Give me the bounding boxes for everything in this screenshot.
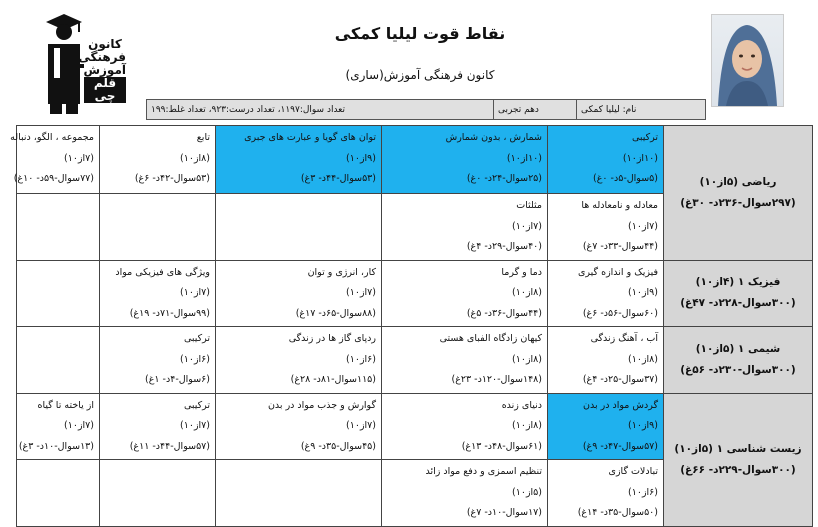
- topic-score: (۷از۱۰): [628, 220, 658, 232]
- topic-name: معادله و نامعادله ها: [581, 200, 658, 211]
- topic-score: (۵از۱۰): [512, 486, 542, 498]
- topic-counts: (۵۳سوال-۴۴د- ۳غ): [300, 173, 376, 184]
- topic-name: از یاخته تا گیاه: [37, 399, 94, 411]
- topic-name: شمارش ، بدون شمارش: [445, 132, 542, 143]
- topic-cell: [548, 194, 664, 261]
- topic-name: ردپای گاز ها در زندگی: [288, 333, 376, 344]
- topic-score: (۶از۱۰): [346, 353, 376, 365]
- logo-line: کانون: [88, 37, 122, 51]
- topic-counts: (۶۰سوال-۵۶د- ۶غ): [582, 307, 658, 319]
- topic-score: (۸از۱۰): [512, 287, 542, 298]
- topic-cell: [100, 126, 216, 194]
- student-grade: دهم تجربی: [493, 100, 576, 119]
- topic-score: (۹از۱۰): [346, 152, 376, 164]
- student-info-bar: [146, 99, 706, 120]
- logo-text: [78, 37, 126, 103]
- topic-name: تنظیم اسمزی و دفع مواد زائد: [425, 466, 542, 477]
- topic-counts: (۶سوال-۴د- ۱غ): [145, 374, 210, 385]
- subject-name: زیست شناسی ۱ (۵از۱۰): [674, 442, 802, 455]
- topic-cell: [382, 393, 548, 460]
- topic-cell: [10, 126, 100, 194]
- topic-cell: [548, 260, 664, 327]
- topic-counts: (۵۰سوال-۳۵د- ۱۴غ): [577, 507, 658, 518]
- student-photo: [711, 14, 784, 107]
- empty-cell: [100, 460, 216, 527]
- subject-summary: (۲۹۷سوال-۲۳۶د- ۳۰غ): [680, 196, 796, 209]
- topic-score: (۷از۱۰): [346, 420, 376, 431]
- topic-score: (۷از۱۰): [64, 420, 94, 431]
- topic-cell: [382, 327, 548, 394]
- page-title: نقاط قوت لیلیا کمکی: [334, 24, 506, 43]
- topic-name: گردش مواد در بدن: [583, 399, 658, 411]
- topic-counts: (۷۷سوال-۵۹د- ۱۰غ): [13, 173, 94, 184]
- subject-summary: (۳۰۰سوال-۲۲۹د- ۶۶غ): [680, 463, 796, 476]
- topic-cell: [216, 260, 382, 327]
- topic-counts: (۱۳سوال-۱۰د- ۳غ): [18, 440, 94, 452]
- logo-line: قلم چی: [84, 77, 126, 103]
- topic-counts: (۵۳سوال-۴۲د- ۶غ): [134, 173, 210, 184]
- topic-name: تابع: [196, 132, 210, 143]
- topic-name: ترکیبی: [183, 333, 210, 344]
- subject-header: [664, 126, 813, 261]
- student-name: نام: لیلیا کمکی: [576, 100, 705, 119]
- empty-cell: [100, 194, 216, 261]
- topic-counts: (۶۱سوال-۴۸د- ۱۳غ): [461, 440, 542, 452]
- empty-cell: [17, 194, 100, 261]
- topic-score: (۷از۱۰): [64, 152, 94, 164]
- empty-cell: [216, 460, 382, 527]
- topic-score: (۷از۱۰): [180, 420, 210, 431]
- topic-counts: (۹۹سوال-۷۱د- ۱۹غ): [129, 307, 210, 319]
- topic-cell: [382, 194, 548, 261]
- student-stats: تعداد سوال:۱۱۹۷، تعداد درست:۹۲۳، تعداد غلط:۱۹۹: [151, 104, 346, 115]
- topic-score: (۶از۱۰): [180, 353, 210, 365]
- topic-cell: [216, 327, 382, 394]
- topic-counts: (۵۷سوال-۴۷د- ۹غ): [582, 440, 658, 452]
- topic-name: آب ، آهنگ زندگی: [590, 333, 658, 344]
- topic-cell: [100, 327, 216, 394]
- subject-summary: (۳۰۰سوال-۲۲۸د- ۴۷غ): [680, 297, 796, 310]
- topic-score: (۹از۱۰): [628, 287, 658, 298]
- topic-cell: [548, 126, 664, 194]
- logo-line: آموزش: [83, 63, 126, 77]
- logo-line: فرهنگی: [78, 50, 126, 64]
- subject-name: فیزیک ۱ (۴از۱۰): [695, 276, 781, 289]
- topic-name: مجموعه ، الگو، دنباله: [10, 132, 94, 143]
- topic-cell: [548, 460, 664, 527]
- topic-name: دما و گرما: [501, 266, 542, 278]
- topic-name: دنیای زنده: [501, 399, 542, 411]
- topic-name: گوارش و جذب مواد در بدن: [267, 399, 376, 411]
- topic-score: (۸از۱۰): [180, 152, 210, 164]
- topic-name: ویژگی های فیزیکی مواد: [115, 266, 210, 278]
- subject-header: [664, 260, 813, 327]
- topic-cell: [382, 126, 548, 194]
- subject-header: [664, 393, 813, 526]
- topic-score: (۱۰از۱۰): [622, 152, 658, 164]
- empty-cell: [17, 460, 100, 527]
- topic-cell: [17, 393, 100, 460]
- topic-name: تبادلات گازی: [608, 466, 658, 477]
- empty-cell: [17, 260, 100, 327]
- topic-score: (۸از۱۰): [628, 353, 658, 365]
- topic-cell: [548, 393, 664, 460]
- topic-counts: (۵سوال-۵د- ۰غ): [593, 173, 658, 184]
- topic-score: (۸از۱۰): [512, 353, 542, 365]
- subject-name: شیمی ۱ (۵از۱۰): [695, 342, 781, 355]
- topic-counts: (۱۷سوال-۱۰د- ۷غ): [466, 507, 542, 518]
- empty-cell: [216, 194, 382, 261]
- subject-header: [664, 327, 813, 394]
- topic-cell: [216, 126, 382, 194]
- topic-score: (۸از۱۰): [512, 420, 542, 431]
- topic-score: (۷از۱۰): [512, 220, 542, 232]
- topic-cell: [382, 260, 548, 327]
- student-portrait-icon: [712, 15, 783, 106]
- topic-name: کار، انرژی و توان: [307, 266, 376, 278]
- topic-counts: (۴۴سوال-۳۶د- ۵غ): [466, 307, 542, 319]
- topic-name: کیهان زادگاه الفبای هستی: [439, 333, 542, 344]
- topic-name: مثلثات: [516, 200, 542, 211]
- subject-summary: (۳۰۰سوال-۲۳۰د- ۵۶غ): [680, 363, 796, 376]
- topic-cell: [216, 393, 382, 460]
- page-subtitle: کانون فرهنگی آموزش(ساری): [345, 68, 495, 82]
- topic-score: (۷از۱۰): [180, 287, 210, 298]
- topic-counts: (۸۸سوال-۶۵د- ۱۷غ): [295, 307, 376, 319]
- topic-score: (۹از۱۰): [628, 420, 658, 431]
- strengths-table: [10, 125, 813, 527]
- topic-score: (۷از۱۰): [346, 287, 376, 298]
- topic-name: ترکیبی: [631, 132, 658, 143]
- topic-name: توان های گویا و عبارت های جبری: [244, 132, 376, 143]
- topic-counts: (۴۴سوال-۳۳د- ۷غ): [582, 241, 658, 252]
- topic-cell: [548, 327, 664, 394]
- topic-counts: (۲۵سوال-۲۴د- ۰غ): [466, 173, 542, 184]
- empty-cell: [17, 327, 100, 394]
- topic-counts: (۱۴۸سوال-۱۲۰د- ۲۳غ): [451, 374, 542, 385]
- topic-counts: (۵۷سوال-۴۴د- ۱۱غ): [129, 440, 210, 452]
- subject-name: ریاضی (۵از۱۰): [699, 175, 777, 188]
- topic-cell: [382, 460, 548, 527]
- topic-counts: (۴۵سوال-۳۵د- ۹غ): [300, 440, 376, 452]
- topic-name: فیزیک و اندازه گیری: [578, 266, 658, 278]
- topic-counts: (۴۰سوال-۲۹د- ۴غ): [466, 241, 542, 252]
- topic-score: (۱۰از۱۰): [506, 152, 542, 164]
- topic-cell: [100, 393, 216, 460]
- topic-score: (۶از۱۰): [628, 486, 658, 498]
- topic-name: ترکیبی: [183, 399, 210, 411]
- topic-cell: [100, 260, 216, 327]
- topic-counts: (۳۷سوال-۲۵د- ۴غ): [582, 374, 658, 385]
- topic-counts: (۱۱۵سوال-۸۱د- ۲۸غ): [290, 374, 376, 385]
